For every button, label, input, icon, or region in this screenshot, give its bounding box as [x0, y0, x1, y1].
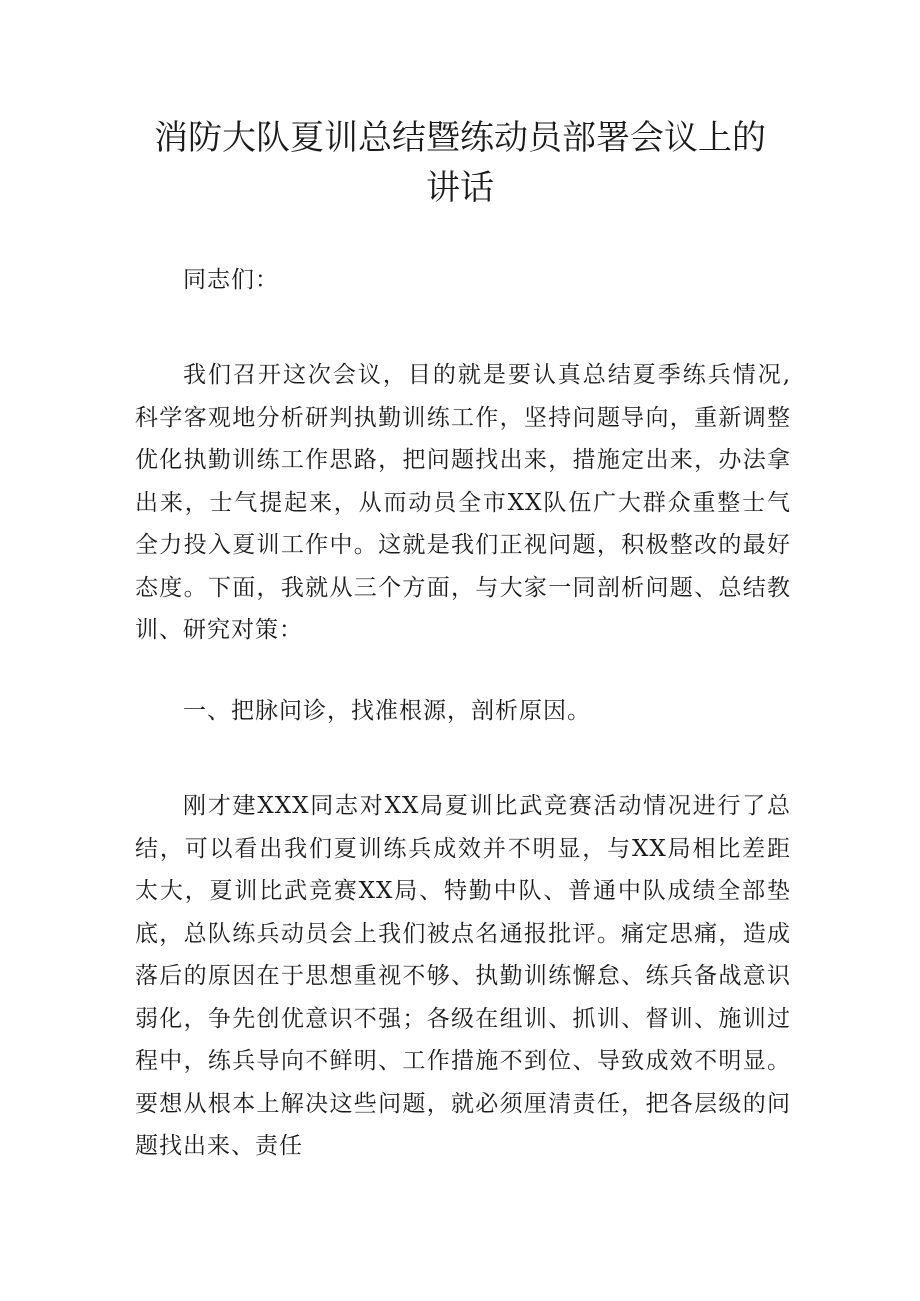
- salutation: 同志们：: [183, 267, 279, 293]
- section-heading-1: 一、把脉问诊，找准根源，剖析原因。: [183, 698, 591, 724]
- paragraph-section-1: 刚才建XXX同志对XX局夏训比武竞赛活动情况进行了总结，可以看出我们夏训练兵成效并不明显，与XX局相比差距太大，夏训比武竞赛XX局、特勤中队、普通中队成绩全部垫底，总队练兵动员会上我们被点名通报批评。痛定思痛，造成落后的原因在于思想重视不够、执勤训练懈怠、练兵备战意识弱化，争先创优意识不强；各级在组训、抓训、督训、施训过程中，练兵导向不鲜明、工作措施不到位、导致成效不明显。要想从根本上解决这些问题，就必须厘清责任，把各层级的问题找出来、责任: [135, 793, 791, 1159]
- title-line-2: 讲话: [426, 168, 494, 208]
- title-line-1: 消防大队夏训总结暨练动员部署会议上的: [154, 118, 766, 158]
- paragraph-intro: 我们召开这次会议，目的就是要认真总结夏季练兵情况,科学客观地分析研判执勤训练工作，坚持问题导向，重新调整优化执勤训练工作思路，把问题找出来，措施定出来，办法拿出来，士气提起来，从而动员全市XX队伍广大群众重整士气全力投入夏训工作中。这就是我们正视问题，积极整改的最好态度。下面，我就从三个方面，与大家一同剖析问题、总结教训、研究对策：: [135, 362, 791, 643]
- document-title: [0, 113, 920, 213]
